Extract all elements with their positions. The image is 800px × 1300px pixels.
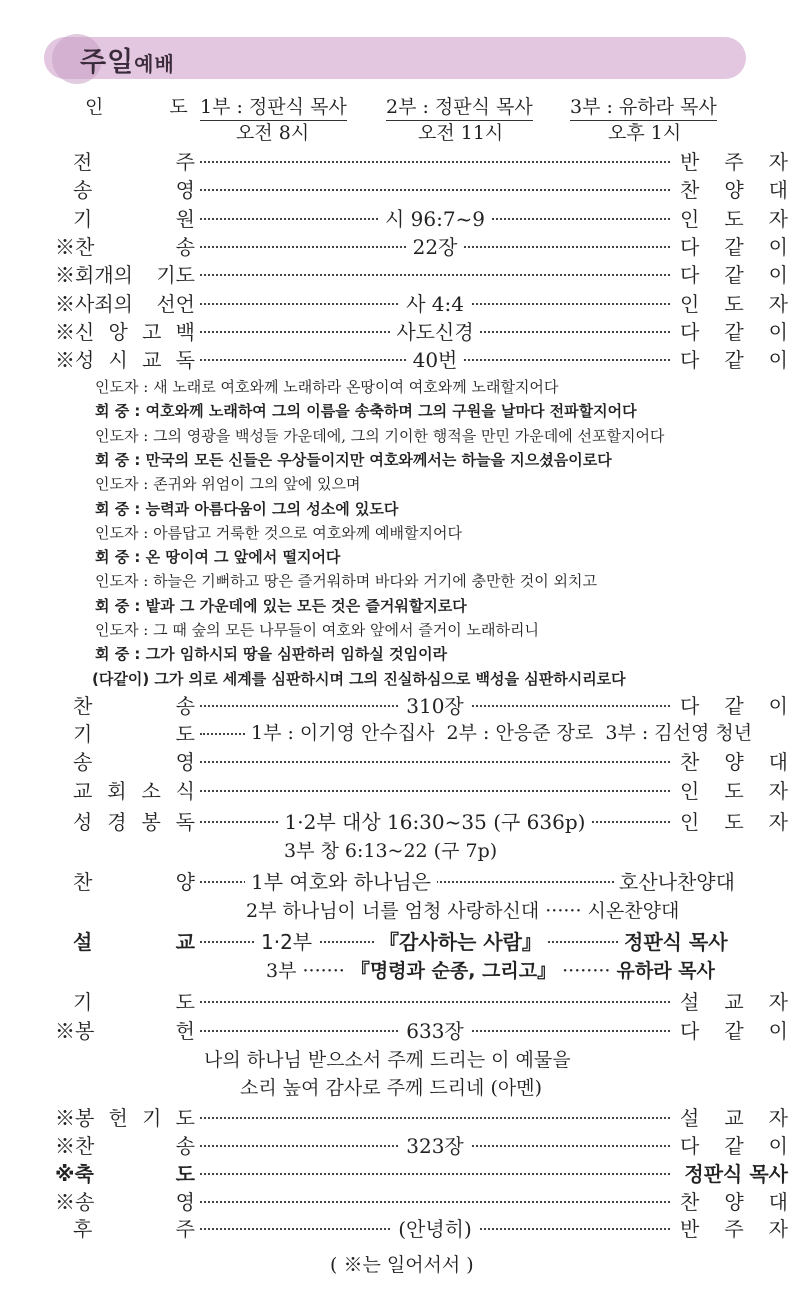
- leader-line: 인도자 : 아름답고 거룩한 것으로 여호와께 예배할지어다: [95, 523, 462, 542]
- row-label: 기 도: [73, 722, 195, 746]
- leader-dots: [200, 986, 670, 1016]
- row-detail: 40번: [407, 348, 464, 372]
- row-person: 다 같 이: [680, 348, 788, 373]
- congregation-line: 회 중 : 여호와께 노래하여 그의 이름을 송축하며 그의 구원을 날마다 전파할지어다: [95, 402, 637, 421]
- row-person: 반 주 자: [680, 1217, 788, 1241]
- leader-dots: [200, 746, 670, 776]
- service-3-leader: 3부 : 유하라 목사: [570, 92, 717, 121]
- row-label: 기 도: [73, 990, 195, 1014]
- row-detail: (안녕히): [392, 1217, 478, 1241]
- congregation-line: 회 중 : 밭과 그 가운데에 있는 모든 것은 즐거워할지로다: [95, 596, 467, 615]
- order-row: [55, 926, 745, 956]
- leader-dots: [200, 146, 670, 176]
- anthem-2nd: 2부 하나님이 너를 엄청 사랑하신대 ······ 시온찬양대: [246, 900, 680, 922]
- row-person: 찬 양 대: [680, 750, 788, 774]
- row-label: 찬 송: [73, 694, 195, 718]
- footnote: ( ※는 일어서서 ): [330, 1254, 474, 1276]
- row-person: 인 도 자: [680, 779, 788, 803]
- row-person: 다 같 이: [680, 319, 788, 344]
- row-detail: 323장: [400, 1134, 470, 1158]
- leader-dots: [200, 1102, 670, 1132]
- row-person: 인 도 자: [680, 291, 788, 316]
- row-person: 다 같 이: [680, 234, 788, 259]
- row-label: ※찬 송: [55, 1134, 195, 1158]
- row-label: 교 회 소 식: [73, 779, 195, 803]
- congregation-line: 회 중 : 능력과 아름다움이 그의 성소에 있도다: [95, 499, 399, 518]
- row-label: ※봉 헌: [55, 1019, 195, 1043]
- row-label: ※봉 헌 기 도: [55, 1106, 195, 1130]
- row-person: 다 같 이: [680, 1134, 788, 1158]
- anthem-1st: 1부 여호와 하나님은: [245, 866, 437, 895]
- sermon-title: 『감사하는 사람』: [375, 926, 546, 955]
- leader-dots: [200, 1186, 670, 1216]
- order-row: [55, 174, 788, 204]
- order-row: [55, 806, 788, 836]
- leader-line: 인도자 : 존귀와 위엄이 그의 앞에 있으며: [95, 475, 361, 494]
- row-label: 송 영: [73, 178, 195, 203]
- service-2-leader: 2부 : 정판식 목사: [386, 92, 533, 121]
- order-row: [55, 146, 788, 176]
- service-2-time: 오전 11시: [418, 122, 504, 144]
- order-row: [55, 866, 745, 896]
- order-row: [55, 1186, 788, 1216]
- row-person: 인 도 자: [680, 206, 788, 231]
- order-row: [55, 1102, 788, 1132]
- leader-line: 인도자 : 하늘은 기뻐하고 땅은 즐거워하며 바다와 거기에 충만한 것이 외치고: [95, 572, 597, 591]
- row-detail: 22장: [407, 235, 464, 259]
- row-label: 기 원: [73, 206, 195, 231]
- row-person: 인 도 자: [680, 810, 788, 834]
- row-person: 찬 양 대: [680, 178, 788, 203]
- row-detail: 사도신경: [390, 320, 479, 344]
- row-label: ※회개의 기도: [55, 263, 195, 288]
- leader-line: 인도자 : 새 노래로 여호와께 노래하라 온땅이여 여호와께 노래할지어다: [95, 378, 559, 396]
- leader-line: 인도자 : 그의 영광을 백성들 가운데에, 그의 기이한 행적을 만민 가운데에 선포할지어다: [95, 426, 665, 445]
- congregation-line: (다같이) 그가 의로 세계를 심판하시며 그의 진실하심으로 백성을 심판하시리로다: [92, 669, 626, 688]
- row-person: 다 같 이: [680, 263, 788, 288]
- congregation-line: 회 중 : 그가 임하시되 땅을 심판하러 임하실 것임이라: [95, 645, 448, 664]
- leader-dots: [200, 174, 670, 204]
- row-label: 설 교: [73, 930, 195, 954]
- order-row: [55, 775, 788, 805]
- row-label: 성 경 봉 독: [73, 810, 195, 834]
- sermon-services: 1·2부: [255, 926, 318, 955]
- row-label: 송 영: [73, 750, 195, 774]
- order-row: [55, 203, 788, 233]
- row-label: ※사죄의 선언: [55, 291, 195, 316]
- row-label: ※찬 송: [55, 234, 195, 259]
- row-person: 설 교 자: [680, 990, 788, 1014]
- offering-lyric: 소리 높여 감사로 주께 드리네 (아멘): [240, 1077, 542, 1099]
- row-label: 전 주: [73, 150, 195, 174]
- row-person: 찬 양 대: [680, 1190, 788, 1214]
- leader-label: 인 도: [85, 96, 218, 118]
- leader-dots: [200, 1158, 670, 1188]
- order-row: [55, 231, 788, 261]
- page-title: 주일예배: [80, 47, 175, 78]
- row-person: 정판식 목사: [684, 1162, 788, 1186]
- order-row: [55, 718, 753, 748]
- leader-dots: [200, 775, 670, 805]
- row-detail: 사 4:4: [400, 292, 470, 316]
- service-3-time: 오후 1시: [608, 122, 682, 144]
- order-row: [55, 1158, 788, 1188]
- order-row: [55, 288, 788, 318]
- row-label: ※신 앙 고 백: [55, 319, 195, 344]
- sermon-3rd-service: 3부 ······· 『명령과 순종, 그리고』 ········ 유하라 목사: [266, 960, 715, 982]
- leader-line: 인도자 : 그 때 숲의 모든 나무들이 여호와 앞에서 즐거이 노래하리니: [95, 621, 539, 639]
- anthem-choir-1: 호산나찬양대: [615, 866, 735, 895]
- row-person: 다 같 이: [680, 694, 788, 718]
- offering-lyric: 나의 하나님 받으소서 주께 드리는 이 예물을: [204, 1049, 571, 1071]
- service-1-leader: 1부 : 정판식 목사: [200, 92, 347, 121]
- order-row: [55, 1213, 788, 1243]
- order-row: [55, 1015, 788, 1045]
- order-row: [55, 259, 788, 289]
- leader-dots: [200, 259, 670, 289]
- leader-dots: [200, 718, 245, 748]
- order-row: [55, 1130, 788, 1160]
- congregation-line: 회 중 : 만국의 모든 신들은 우상들이지만 여호와께서는 하늘을 지으셨음이로다: [95, 450, 612, 469]
- order-row: [55, 316, 788, 346]
- row-detail: 시 96:7~9: [379, 207, 491, 231]
- order-row: [55, 746, 788, 776]
- row-detail: 1·2부 대상 16:30~35 (구 636p): [279, 810, 592, 834]
- row-label: 찬 양: [73, 870, 195, 894]
- row-label: ※축 도: [55, 1162, 195, 1186]
- order-row: [55, 344, 788, 374]
- row-detail: 310장: [400, 694, 470, 718]
- order-row: [55, 690, 788, 720]
- row-label: ※송 영: [55, 1190, 195, 1214]
- sermon-preacher: 정판식 목사: [620, 926, 728, 955]
- row-person: 다 같 이: [680, 1019, 788, 1043]
- service-1-time: 오전 8시: [236, 122, 310, 144]
- row-detail: 633장: [400, 1019, 470, 1043]
- congregation-line: 회 중 : 온 땅이여 그 앞에서 떨지어다: [95, 548, 341, 567]
- row-label: ※성 시 교 독: [55, 348, 195, 373]
- reading-3rd-service: 3부 창 6:13~22 (구 7p): [284, 840, 498, 862]
- prayer-leaders: 1부 : 이기영 안수집사 2부 : 안응준 장로 3부 : 김선영 청년: [245, 718, 752, 745]
- row-person: 반 주 자: [680, 150, 788, 174]
- row-person: 설 교 자: [680, 1106, 788, 1130]
- row-label: 후 주: [73, 1217, 195, 1241]
- order-row: [55, 986, 788, 1016]
